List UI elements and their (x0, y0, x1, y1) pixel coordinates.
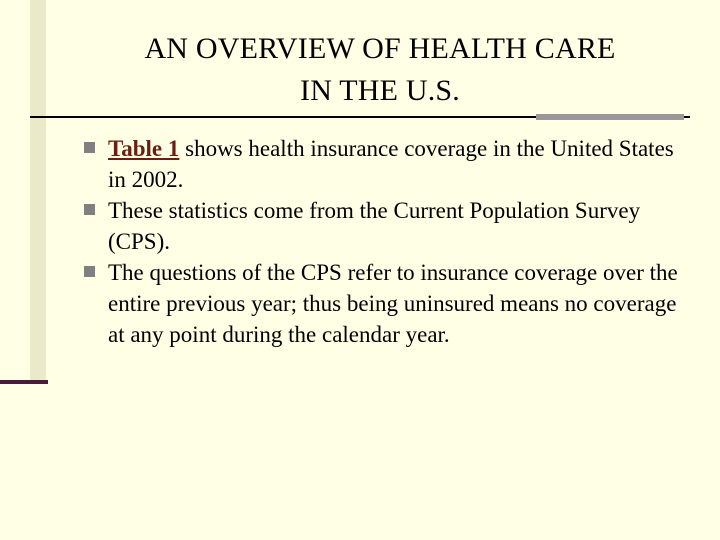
square-bullet-icon (84, 266, 95, 277)
square-bullet-icon (84, 142, 95, 153)
table-1-link[interactable]: Table 1 (108, 136, 180, 161)
title-divider-accent (536, 114, 684, 120)
left-decoration-bar (30, 0, 46, 380)
bullet-item (82, 133, 682, 195)
bullet-text: The questions of the CPS refer to insurance coverage over the entire previous year; thus being uninsured means no coverage at any point during the calendar year. (108, 260, 678, 347)
bullet-item (82, 195, 682, 257)
bullet-list (82, 133, 682, 350)
left-decoration-accent (0, 380, 48, 384)
slide-title-line-2: IN THE U.S. (300, 74, 460, 107)
bullet-item (82, 257, 682, 350)
square-bullet-icon (84, 204, 95, 215)
bullet-text: shows health insurance coverage in the United States in 2002. (108, 136, 674, 192)
slide-title (60, 28, 700, 112)
bullet-text: These statistics come from the Current Population Survey (CPS). (108, 198, 641, 254)
slide-title-line-1: AN OVERVIEW OF HEALTH CARE (144, 32, 616, 65)
